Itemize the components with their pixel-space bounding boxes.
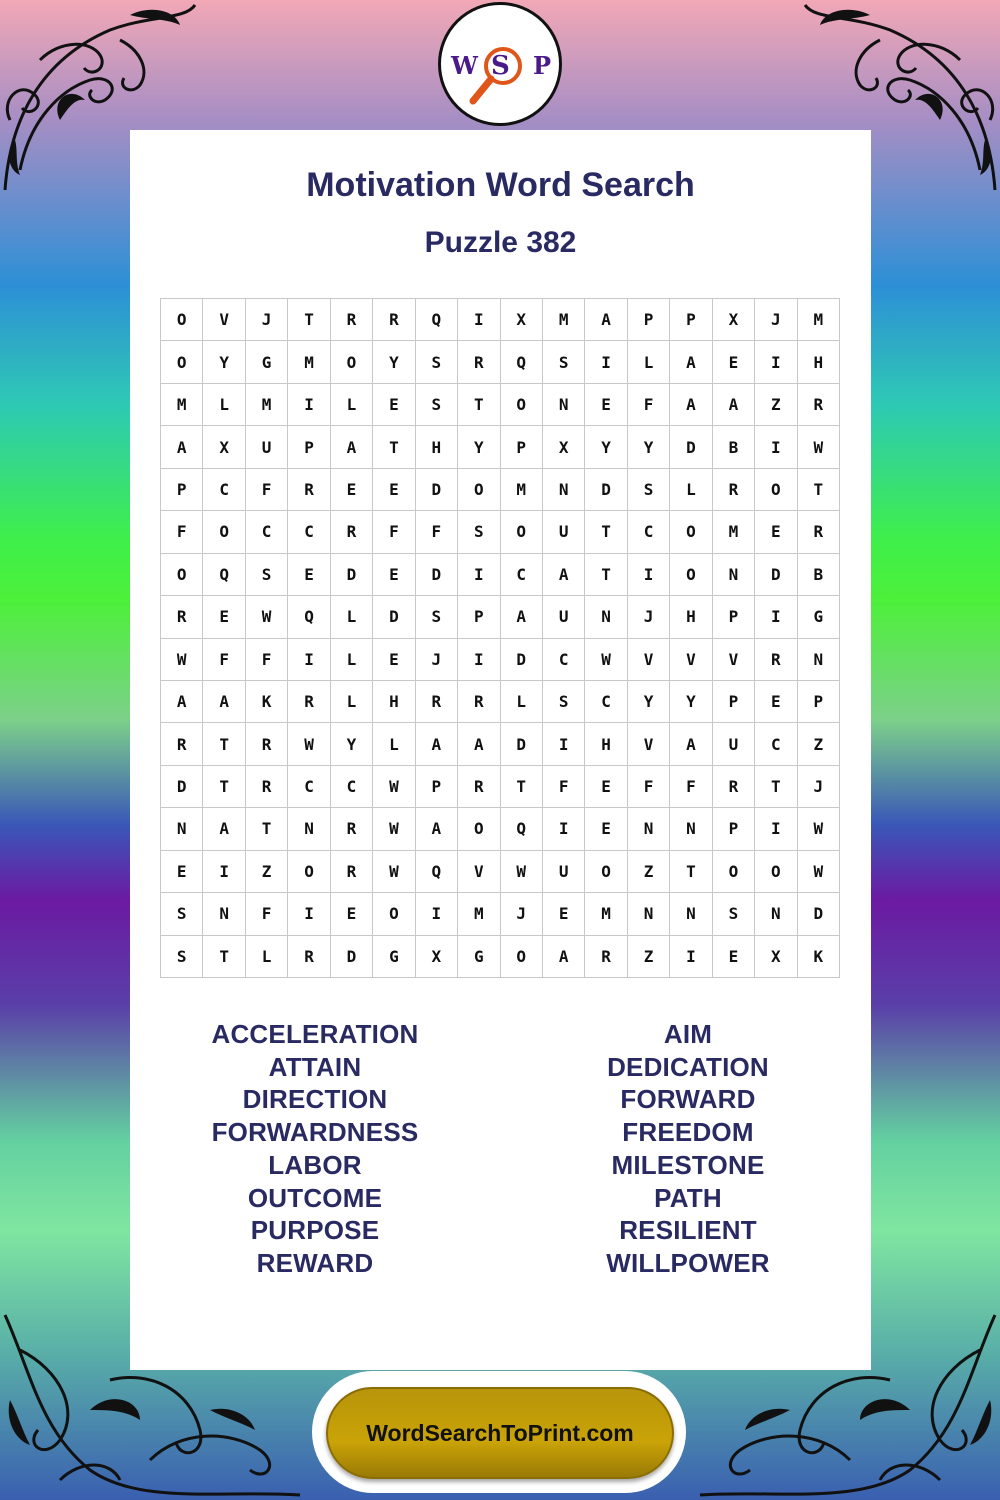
grid-cell[interactable]: N — [670, 808, 712, 850]
grid-cell[interactable]: T — [203, 723, 245, 765]
grid-cell[interactable]: S — [543, 341, 585, 383]
word-item: DIRECTION — [242, 1084, 388, 1115]
grid-cell[interactable]: V — [458, 851, 500, 893]
grid-cell[interactable]: D — [670, 426, 712, 468]
logo-letter-p: P — [533, 51, 552, 80]
grid-cell[interactable]: X — [543, 426, 585, 468]
puzzle-title: Motivation Word Search — [306, 166, 695, 204]
word-item: ATTAIN — [268, 1051, 362, 1082]
grid-cell[interactable]: A — [713, 384, 755, 426]
grid-cell[interactable]: I — [203, 851, 245, 893]
grid-cell[interactable]: N — [670, 893, 712, 935]
grid-cell[interactable]: Z — [628, 851, 670, 893]
grid-cell[interactable]: R — [161, 723, 203, 765]
grid-cell[interactable]: R — [288, 936, 330, 978]
letter-grid — [160, 298, 840, 978]
word-item: RESILIENT — [619, 1215, 757, 1246]
grid-cell[interactable]: D — [416, 554, 458, 596]
grid-cell[interactable]: D — [585, 469, 627, 511]
grid-cell[interactable]: P — [713, 808, 755, 850]
grid-cell[interactable]: L — [373, 723, 415, 765]
grid-cell[interactable]: W — [501, 851, 543, 893]
grid-cell[interactable]: X — [501, 299, 543, 341]
grid-cell[interactable]: O — [670, 511, 712, 553]
grid-cell[interactable]: I — [288, 893, 330, 935]
grid-cell[interactable]: O — [458, 808, 500, 850]
grid-cell[interactable]: J — [501, 893, 543, 935]
grid-cell[interactable]: E — [713, 936, 755, 978]
grid-cell[interactable]: N — [203, 893, 245, 935]
grid-cell[interactable]: A — [670, 341, 712, 383]
grid-cell[interactable]: A — [543, 554, 585, 596]
grid-cell[interactable]: E — [585, 808, 627, 850]
grid-cell[interactable]: S — [161, 936, 203, 978]
grid-cell[interactable]: O — [755, 851, 797, 893]
grid-cell[interactable]: T — [203, 766, 245, 808]
grid-cell[interactable]: I — [585, 341, 627, 383]
grid-cell[interactable]: U — [543, 851, 585, 893]
grid-cell[interactable]: H — [373, 681, 415, 723]
grid-cell[interactable]: F — [670, 766, 712, 808]
grid-cell[interactable]: W — [246, 596, 288, 638]
grid-cell[interactable]: S — [458, 511, 500, 553]
grid-cell[interactable]: E — [373, 384, 415, 426]
grid-cell[interactable]: F — [628, 384, 670, 426]
grid-cell[interactable]: O — [585, 851, 627, 893]
grid-cell[interactable]: A — [161, 426, 203, 468]
grid-cell[interactable]: M — [713, 511, 755, 553]
grid-cell[interactable]: N — [288, 808, 330, 850]
word-list-left — [130, 1018, 500, 1280]
puzzle-sheet — [130, 130, 871, 1370]
logo-letter-s: S — [491, 51, 510, 81]
grid-cell[interactable]: E — [373, 469, 415, 511]
word-item: PURPOSE — [250, 1215, 380, 1246]
grid-cell[interactable]: X — [416, 936, 458, 978]
site-link-button[interactable] — [326, 1387, 674, 1479]
grid-cell[interactable]: W — [798, 808, 840, 850]
grid-cell[interactable]: T — [203, 936, 245, 978]
grid-cell[interactable]: C — [755, 723, 797, 765]
grid-cell[interactable]: N — [713, 554, 755, 596]
grid-cell[interactable]: O — [501, 384, 543, 426]
grid-cell[interactable]: R — [458, 681, 500, 723]
grid-cell[interactable]: R — [458, 766, 500, 808]
grid-cell[interactable]: S — [416, 341, 458, 383]
grid-cell[interactable]: I — [458, 299, 500, 341]
grid-cell[interactable]: D — [373, 596, 415, 638]
grid-cell[interactable]: R — [798, 384, 840, 426]
grid-cell[interactable]: C — [246, 511, 288, 553]
grid-cell[interactable]: G — [373, 936, 415, 978]
grid-cell[interactable]: R — [331, 851, 373, 893]
grid-cell[interactable]: C — [288, 511, 330, 553]
grid-cell[interactable]: R — [713, 469, 755, 511]
grid-cell[interactable]: T — [798, 469, 840, 511]
word-item: ACCELERATION — [211, 1019, 419, 1049]
grid-cell[interactable]: R — [798, 511, 840, 553]
grid-cell[interactable]: W — [373, 766, 415, 808]
grid-cell[interactable]: A — [331, 426, 373, 468]
grid-cell[interactable]: C — [501, 554, 543, 596]
grid-cell[interactable]: I — [416, 893, 458, 935]
grid-cell[interactable]: L — [246, 936, 288, 978]
grid-cell[interactable]: B — [798, 554, 840, 596]
grid-cell[interactable]: C — [203, 469, 245, 511]
grid-cell[interactable]: E — [373, 639, 415, 681]
grid-cell[interactable]: S — [416, 596, 458, 638]
grid-cell[interactable]: A — [670, 723, 712, 765]
grid-cell[interactable]: G — [798, 596, 840, 638]
grid-cell[interactable]: K — [246, 681, 288, 723]
grid-cell[interactable]: X — [203, 426, 245, 468]
grid-cell[interactable]: O — [755, 469, 797, 511]
grid-cell[interactable]: M — [501, 469, 543, 511]
grid-cell[interactable]: R — [161, 596, 203, 638]
grid-cell[interactable]: I — [288, 639, 330, 681]
grid-cell[interactable]: E — [331, 469, 373, 511]
grid-cell[interactable]: Y — [203, 341, 245, 383]
word-item: MILESTONE — [611, 1149, 765, 1180]
grid-cell[interactable]: Z — [628, 936, 670, 978]
grid-cell[interactable]: R — [246, 723, 288, 765]
grid-cell[interactable]: I — [288, 384, 330, 426]
grid-cell[interactable]: I — [628, 554, 670, 596]
grid-cell[interactable]: D — [416, 469, 458, 511]
word-list — [130, 1018, 871, 1280]
grid-cell[interactable]: S — [543, 681, 585, 723]
grid-cell[interactable]: W — [373, 808, 415, 850]
grid-cell[interactable]: E — [373, 554, 415, 596]
grid-cell[interactable]: I — [458, 554, 500, 596]
grid-cell[interactable]: M — [458, 893, 500, 935]
grid-cell[interactable]: D — [331, 554, 373, 596]
word-item: LABOR — [268, 1149, 362, 1180]
grid-cell[interactable]: J — [246, 299, 288, 341]
grid-cell[interactable]: U — [543, 596, 585, 638]
grid-cell[interactable]: Y — [585, 426, 627, 468]
word-item: FORWARDNESS — [211, 1117, 419, 1148]
grid-cell[interactable]: Q — [501, 341, 543, 383]
grid-cell[interactable]: A — [670, 384, 712, 426]
grid-cell[interactable]: R — [373, 299, 415, 341]
grid-cell[interactable]: L — [203, 384, 245, 426]
logo-letter-w: W — [451, 51, 478, 80]
grid-cell[interactable]: D — [798, 893, 840, 935]
word-item: DEDICATION — [607, 1051, 769, 1082]
grid-cell[interactable]: C — [543, 639, 585, 681]
grid-cell[interactable]: I — [543, 808, 585, 850]
grid-cell[interactable]: W — [798, 426, 840, 468]
wsp-logo[interactable] — [438, 2, 562, 126]
grid-cell[interactable]: N — [628, 808, 670, 850]
grid-cell[interactable]: O — [670, 554, 712, 596]
grid-cell[interactable]: J — [798, 766, 840, 808]
grid-cell[interactable]: I — [755, 808, 797, 850]
grid-cell[interactable]: M — [246, 384, 288, 426]
grid-cell[interactable]: F — [416, 511, 458, 553]
grid-cell[interactable]: H — [585, 723, 627, 765]
grid-cell[interactable]: A — [501, 596, 543, 638]
grid-cell[interactable]: R — [416, 681, 458, 723]
grid-cell[interactable]: T — [755, 766, 797, 808]
grid-cell[interactable]: E — [331, 893, 373, 935]
word-item: FORWARD — [620, 1084, 756, 1115]
grid-cell[interactable]: M — [798, 299, 840, 341]
grid-cell[interactable]: Q — [203, 554, 245, 596]
grid-cell[interactable]: N — [585, 596, 627, 638]
grid-cell[interactable]: A — [458, 723, 500, 765]
grid-cell[interactable]: R — [755, 639, 797, 681]
word-item: REWARD — [256, 1247, 374, 1278]
grid-cell[interactable]: X — [755, 936, 797, 978]
grid-cell[interactable]: Z — [798, 723, 840, 765]
grid-cell[interactable]: U — [713, 723, 755, 765]
grid-cell[interactable]: F — [373, 511, 415, 553]
grid-cell[interactable]: E — [713, 341, 755, 383]
grid-cell[interactable]: H — [416, 426, 458, 468]
grid-cell[interactable]: X — [713, 299, 755, 341]
grid-cell[interactable]: F — [161, 511, 203, 553]
word-item: FREEDOM — [622, 1117, 754, 1148]
word-item: WILLPOWER — [606, 1247, 770, 1278]
grid-cell[interactable]: F — [628, 766, 670, 808]
grid-cell[interactable]: S — [713, 893, 755, 935]
grid-cell[interactable]: R — [331, 299, 373, 341]
grid-cell[interactable]: I — [755, 596, 797, 638]
grid-cell[interactable]: C — [331, 766, 373, 808]
grid-cell[interactable]: W — [288, 723, 330, 765]
grid-cell[interactable]: O — [501, 511, 543, 553]
grid-cell[interactable]: H — [798, 341, 840, 383]
grid-cell[interactable]: O — [458, 469, 500, 511]
grid-cell[interactable]: P — [416, 766, 458, 808]
grid-cell[interactable]: C — [628, 511, 670, 553]
grid-cell[interactable]: O — [288, 851, 330, 893]
word-list-right — [500, 1018, 871, 1280]
grid-cell[interactable]: H — [670, 596, 712, 638]
grid-cell[interactable]: Q — [501, 808, 543, 850]
grid-cell[interactable]: P — [288, 426, 330, 468]
puzzle-number: Puzzle 382 — [424, 226, 577, 259]
grid-cell[interactable]: L — [331, 596, 373, 638]
grid-cell[interactable]: Y — [331, 723, 373, 765]
grid-cell[interactable]: E — [755, 511, 797, 553]
grid-cell[interactable]: R — [331, 511, 373, 553]
grid-cell[interactable]: T — [458, 384, 500, 426]
grid-cell[interactable]: V — [628, 723, 670, 765]
grid-cell[interactable]: G — [458, 936, 500, 978]
grid-cell[interactable]: E — [585, 384, 627, 426]
grid-cell[interactable]: S — [416, 384, 458, 426]
grid-cell[interactable]: O — [161, 341, 203, 383]
grid-cell[interactable]: T — [373, 426, 415, 468]
word-item: PATH — [654, 1182, 722, 1213]
grid-cell[interactable]: L — [331, 639, 373, 681]
grid-cell[interactable]: O — [501, 936, 543, 978]
grid-cell[interactable]: B — [713, 426, 755, 468]
grid-cell[interactable]: O — [713, 851, 755, 893]
grid-cell[interactable]: I — [458, 639, 500, 681]
grid-cell[interactable]: F — [246, 893, 288, 935]
grid-cell[interactable]: R — [331, 808, 373, 850]
grid-cell[interactable]: W — [798, 851, 840, 893]
grid-cell[interactable]: L — [501, 681, 543, 723]
grid-cell[interactable]: Y — [670, 681, 712, 723]
grid-cell[interactable]: Y — [628, 681, 670, 723]
grid-cell[interactable]: M — [543, 299, 585, 341]
word-item: AIM — [663, 1019, 713, 1049]
site-link-text: WordSearchToPrint.com — [366, 1419, 634, 1446]
grid-cell[interactable]: K — [798, 936, 840, 978]
grid-cell[interactable]: D — [501, 639, 543, 681]
grid-cell[interactable]: J — [628, 596, 670, 638]
grid-cell[interactable]: P — [161, 469, 203, 511]
grid-cell[interactable]: L — [628, 341, 670, 383]
grid-cell[interactable]: S — [246, 554, 288, 596]
grid-cell[interactable]: E — [755, 681, 797, 723]
grid-cell[interactable]: E — [543, 893, 585, 935]
grid-cell[interactable]: S — [628, 469, 670, 511]
grid-cell[interactable]: D — [755, 554, 797, 596]
grid-cell[interactable]: E — [585, 766, 627, 808]
grid-cell[interactable]: V — [713, 639, 755, 681]
grid-cell[interactable]: C — [585, 681, 627, 723]
grid-cell[interactable]: V — [203, 299, 245, 341]
grid-cell[interactable]: P — [713, 596, 755, 638]
grid-cell[interactable]: P — [713, 681, 755, 723]
grid-cell[interactable]: M — [161, 384, 203, 426]
grid-cell[interactable]: M — [585, 893, 627, 935]
grid-cell[interactable]: T — [288, 299, 330, 341]
grid-cell[interactable]: D — [501, 723, 543, 765]
grid-cell[interactable]: R — [713, 766, 755, 808]
grid-cell[interactable]: U — [543, 511, 585, 553]
grid-cell[interactable]: Z — [755, 384, 797, 426]
grid-cell[interactable]: A — [416, 723, 458, 765]
grid-cell[interactable]: Q — [416, 851, 458, 893]
grid-cell[interactable]: L — [331, 681, 373, 723]
grid-cell[interactable]: R — [288, 469, 330, 511]
grid-cell[interactable]: R — [585, 936, 627, 978]
grid-cell[interactable]: I — [755, 426, 797, 468]
grid-cell[interactable]: N — [798, 639, 840, 681]
grid-cell[interactable]: P — [458, 596, 500, 638]
grid-cell[interactable]: Y — [373, 341, 415, 383]
grid-cell[interactable]: A — [203, 681, 245, 723]
grid-cell[interactable]: J — [755, 299, 797, 341]
grid-cell[interactable]: W — [585, 639, 627, 681]
grid-cell[interactable]: T — [670, 851, 712, 893]
grid-cell[interactable]: Q — [288, 596, 330, 638]
grid-cell[interactable]: D — [331, 936, 373, 978]
grid-cell[interactable]: I — [755, 341, 797, 383]
grid-cell[interactable]: N — [543, 469, 585, 511]
grid-cell[interactable]: D — [161, 766, 203, 808]
word-item: OUTCOME — [247, 1182, 383, 1213]
grid-cell[interactable]: J — [416, 639, 458, 681]
grid-cell[interactable]: F — [246, 469, 288, 511]
grid-cell[interactable]: P — [670, 299, 712, 341]
grid-cell[interactable]: V — [628, 639, 670, 681]
grid-cell[interactable]: L — [331, 384, 373, 426]
grid-cell[interactable]: M — [288, 341, 330, 383]
grid-cell[interactable]: Y — [628, 426, 670, 468]
grid-cell[interactable]: O — [331, 341, 373, 383]
grid-cell[interactable]: N — [755, 893, 797, 935]
grid-cell[interactable]: W — [373, 851, 415, 893]
grid-cell[interactable]: O — [373, 893, 415, 935]
grid-cell[interactable]: Q — [416, 299, 458, 341]
grid-cell[interactable]: Y — [458, 426, 500, 468]
grid-cell[interactable]: R — [246, 766, 288, 808]
grid-cell[interactable]: E — [161, 851, 203, 893]
grid-cell[interactable]: O — [161, 299, 203, 341]
grid-cell[interactable]: G — [246, 341, 288, 383]
grid-cell[interactable]: A — [543, 936, 585, 978]
grid-cell[interactable]: N — [161, 808, 203, 850]
grid-cell[interactable]: Z — [246, 851, 288, 893]
grid-cell[interactable]: T — [585, 554, 627, 596]
grid-cell[interactable]: A — [203, 808, 245, 850]
grid-cell[interactable]: W — [161, 639, 203, 681]
grid-cell[interactable]: A — [585, 299, 627, 341]
grid-cell[interactable]: S — [161, 893, 203, 935]
grid-cell[interactable]: R — [288, 681, 330, 723]
grid-cell[interactable]: A — [161, 681, 203, 723]
grid-cell[interactable]: T — [501, 766, 543, 808]
grid-cell[interactable]: F — [543, 766, 585, 808]
grid-cell[interactable]: R — [458, 341, 500, 383]
grid-cell[interactable]: U — [246, 426, 288, 468]
grid-cell[interactable]: I — [543, 723, 585, 765]
grid-cell[interactable]: N — [543, 384, 585, 426]
grid-cell[interactable]: A — [416, 808, 458, 850]
grid-cell[interactable]: I — [670, 936, 712, 978]
grid-cell[interactable]: F — [203, 639, 245, 681]
grid-cell[interactable]: L — [670, 469, 712, 511]
grid-cell[interactable]: F — [246, 639, 288, 681]
grid-cell[interactable]: T — [585, 511, 627, 553]
grid-cell[interactable]: N — [628, 893, 670, 935]
grid-cell[interactable]: O — [161, 554, 203, 596]
grid-cell[interactable]: O — [203, 511, 245, 553]
grid-cell[interactable]: P — [628, 299, 670, 341]
grid-cell[interactable]: P — [798, 681, 840, 723]
grid-cell[interactable]: E — [203, 596, 245, 638]
grid-cell[interactable]: T — [246, 808, 288, 850]
grid-cell[interactable]: V — [670, 639, 712, 681]
grid-cell[interactable]: P — [501, 426, 543, 468]
grid-cell[interactable]: E — [288, 554, 330, 596]
grid-cell[interactable]: C — [288, 766, 330, 808]
